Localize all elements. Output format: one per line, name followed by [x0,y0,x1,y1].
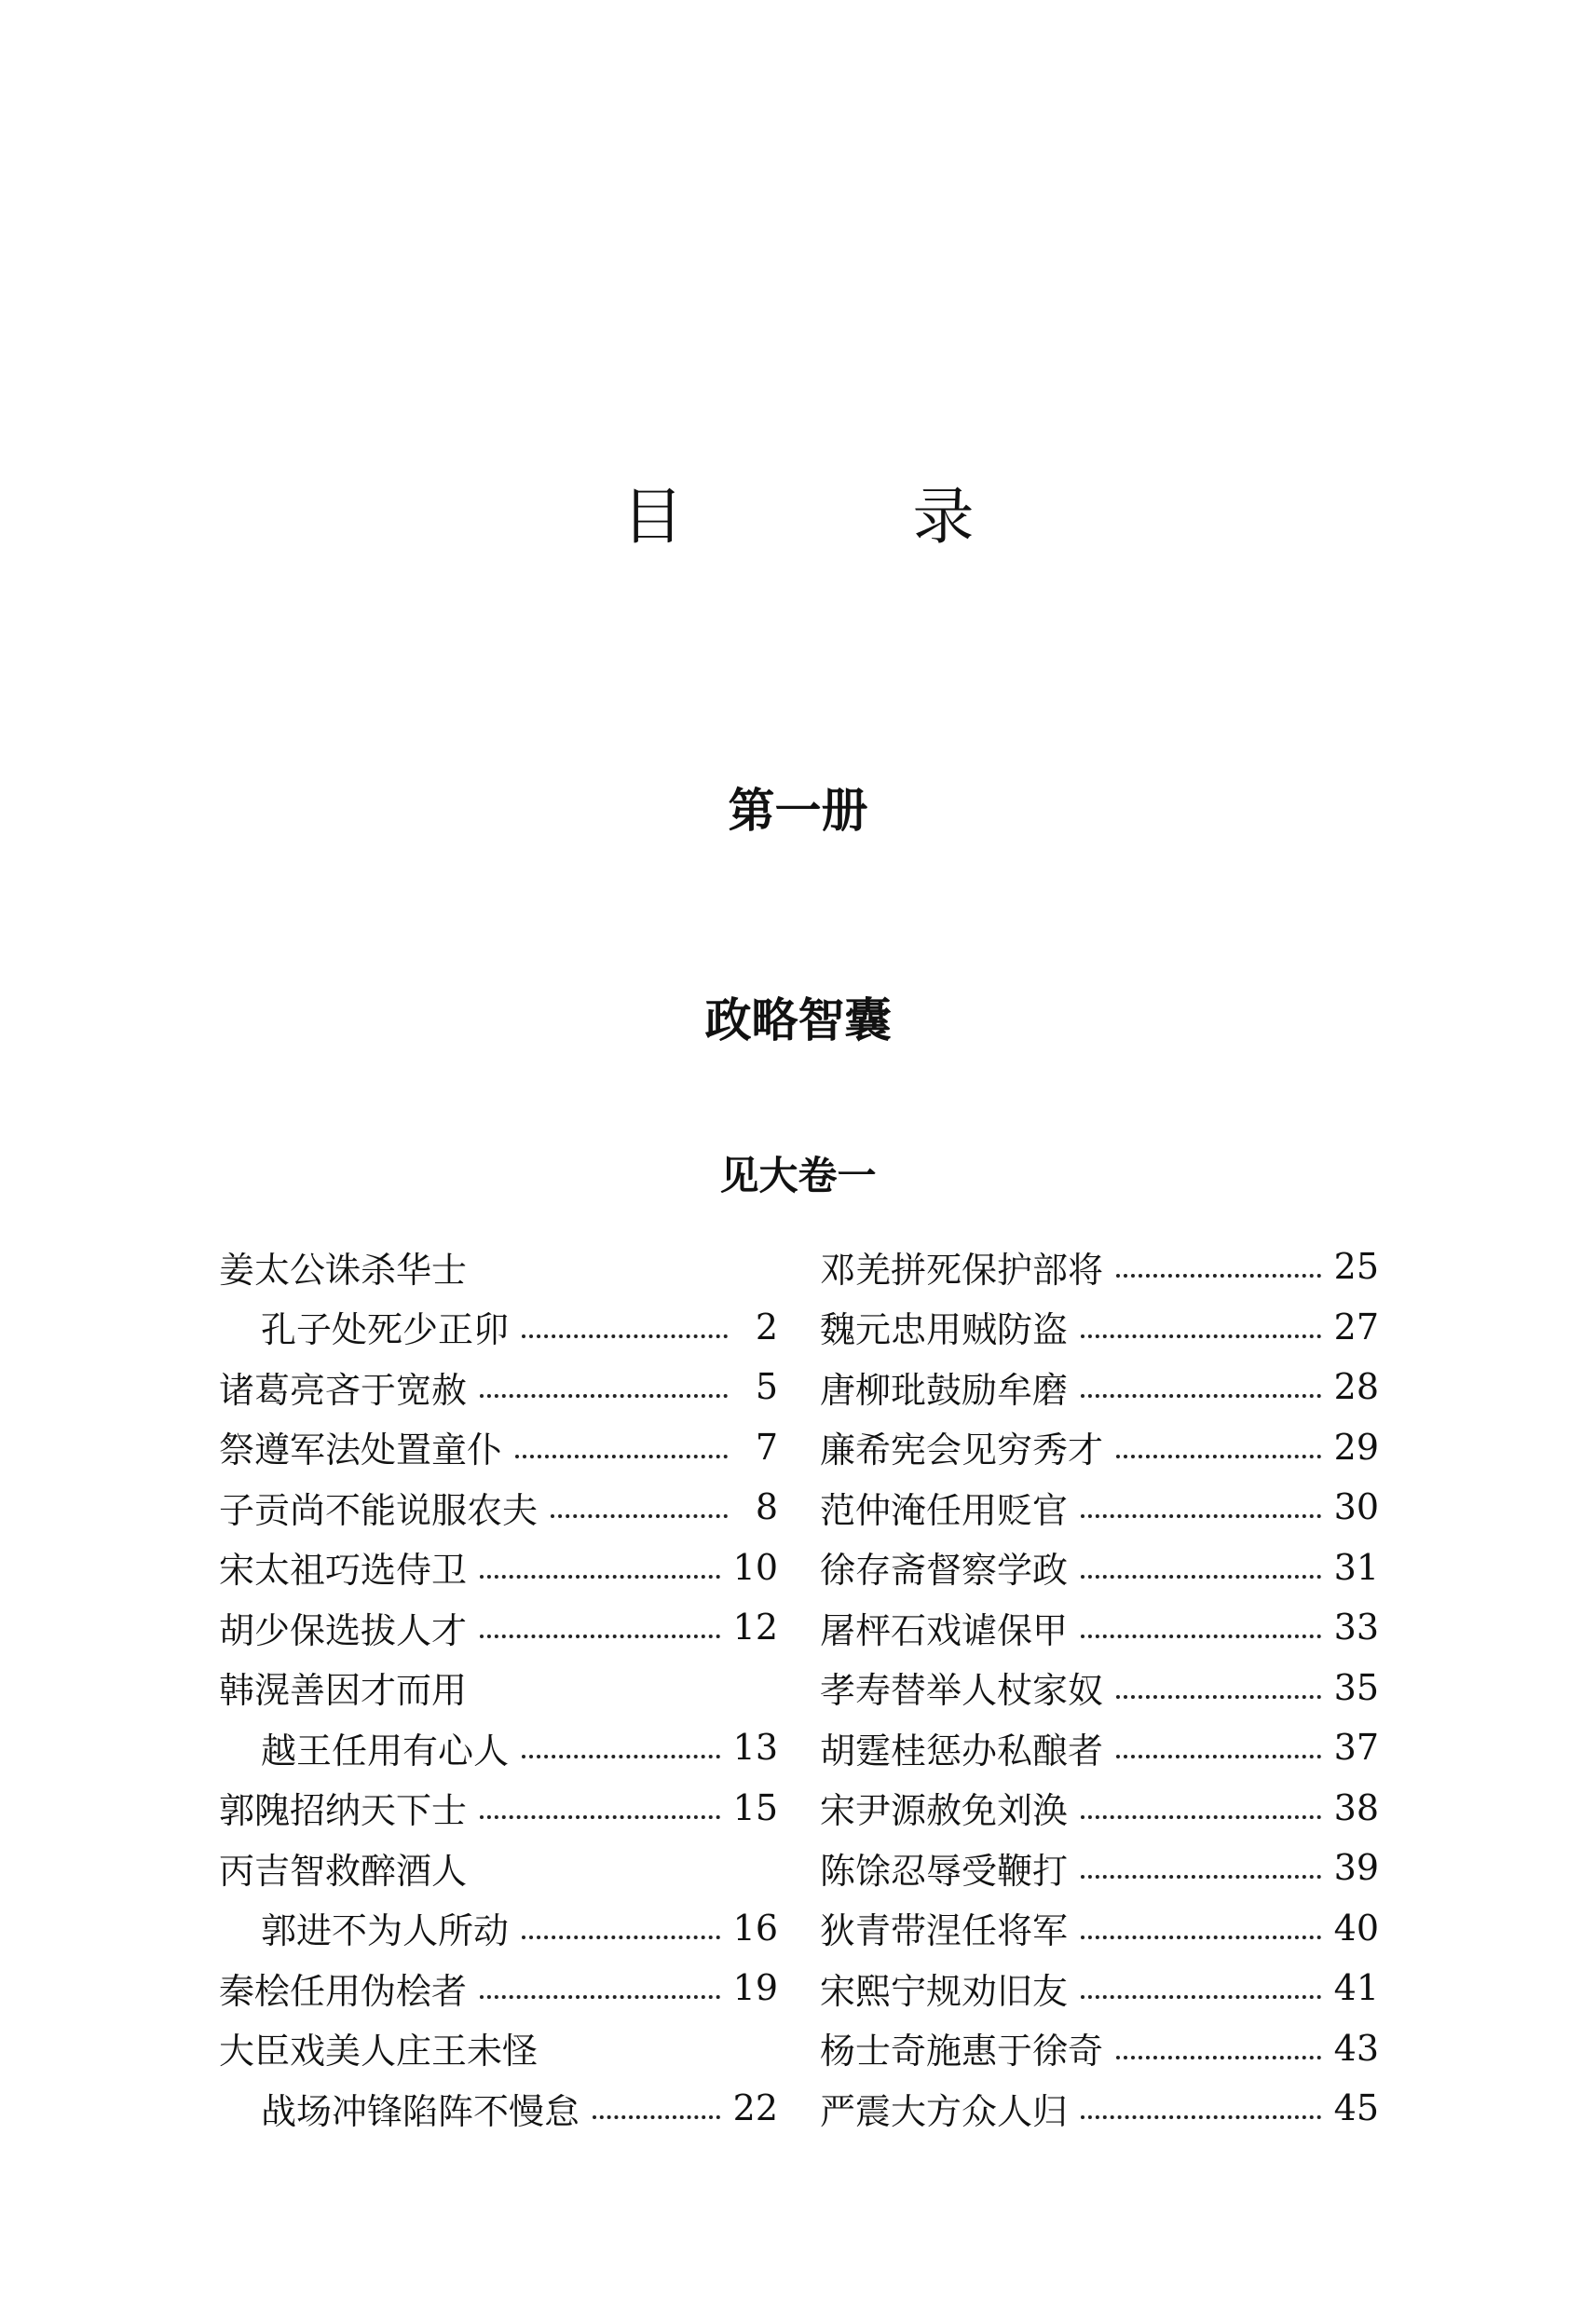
toc-entry-title: 越王任用有心人 [261,1730,510,1772]
toc-entry-title: 祭遵军法处置童仆 [219,1430,503,1471]
toc-entry[interactable] [219,1297,778,1358]
toc-entry-title: 廉希宪会见穷秀才 [820,1430,1104,1471]
toc-entry[interactable] [219,1958,778,2018]
toc-entry-page: 43 [1333,2027,1379,2069]
part-heading: 政略智囊 [704,992,892,1047]
toc-leader-dots [1116,1755,1321,1758]
toc-leader-dots [1081,1995,1321,1999]
toc-entry[interactable] [820,1958,1379,2018]
toc-entry[interactable] [219,2078,778,2139]
toc-leader-dots [480,1394,728,1398]
toc-entry[interactable] [219,1538,778,1598]
toc-entry[interactable] [820,1898,1379,1959]
toc-entry[interactable] [820,1477,1379,1538]
toc-leader-dots [1081,1635,1321,1638]
toc-entry[interactable] [820,1417,1379,1478]
toc-entry-page: 19 [732,1967,778,2009]
toc-entry-title: 郭进不为人所动 [261,1910,510,1952]
toc-entry-title: 宋尹源赦免刘涣 [820,1790,1069,1832]
toc-entry-title: 姜太公诛杀华士 [219,1249,468,1291]
toc-leader-dots [480,1995,720,1999]
toc-leader-dots [1081,1394,1321,1398]
toc-entry[interactable] [820,2078,1379,2139]
toc-entry[interactable] [219,1417,778,1478]
toc-entry-title: 宋太祖巧选侍卫 [219,1550,468,1592]
toc-entry-title: 狄青带涅任将军 [820,1910,1069,1952]
toc-leader-dots [1116,2056,1321,2059]
toc-leader-dots [1081,1334,1321,1338]
toc-entry-title: 诸葛亮吝于宽赦 [219,1369,468,1411]
toc-entry-title: 严震大方众人归 [820,2090,1069,2132]
toc-leader-dots [593,2115,720,2119]
toc-leader-dots [1081,2115,1321,2119]
toc-leader-dots [480,1815,720,1819]
toc-entry[interactable] [820,1237,1379,1297]
toc-leader-dots [551,1514,728,1518]
toc-entry[interactable] [219,1477,778,1538]
toc-entry-page: 22 [732,2087,778,2129]
toc-entry-title: 秦桧任用伪桧者 [219,1970,468,2012]
toc-entry[interactable] [820,1357,1379,1417]
toc-entry-page: 27 [1333,1306,1379,1348]
toc-entry-title: 孝寿替举人杖家奴 [820,1670,1104,1712]
toc-leader-dots [515,1455,728,1458]
toc-entry-page: 12 [732,1607,778,1648]
toc-entry[interactable] [820,2018,1379,2079]
toc-entry-page: 28 [1333,1366,1379,1408]
toc-entry-title: 范仲淹任用贬官 [820,1489,1069,1531]
volume-heading: 第一册 [728,783,868,838]
toc-entry-title: 唐柳玭鼓励牟磨 [820,1369,1069,1411]
toc-entry-title: 胡霆桂惩办私酿者 [820,1730,1104,1772]
toc-entry-title: 宋熙宁规劝旧友 [820,1970,1069,2012]
toc-entry-title: 郭隗招纳天下士 [219,1790,468,1832]
toc-leader-dots [480,1575,720,1579]
toc-entry-page: 30 [1333,1486,1379,1528]
toc-leader-dots [1081,1875,1321,1879]
toc-entry-title: 胡少保选拔人才 [219,1609,468,1651]
toc-entry[interactable] [219,1838,778,1898]
toc-entry[interactable] [219,1717,778,1778]
toc-entry-page: 29 [1333,1426,1379,1468]
toc-entry-page: 39 [1333,1847,1379,1889]
toc-entry-page: 38 [1333,1786,1379,1828]
toc-entry-title: 子贡尚不能说服农夫 [219,1489,539,1531]
toc-entry-page: 16 [732,1907,778,1949]
toc-entry-title: 陈馀忍辱受鞭打 [820,1850,1069,1892]
toc-entry-page: 25 [1333,1246,1379,1288]
toc-entry-page: 41 [1333,1967,1379,2009]
toc-leader-dots [522,1755,720,1758]
toc-entry-title: 邓羌拼死保护部将 [820,1249,1104,1291]
toc-entry-page: 8 [755,1486,778,1528]
toc-entry-page: 45 [1333,2087,1379,2129]
toc-entry-page: 31 [1333,1546,1379,1588]
toc-entry[interactable] [820,1597,1379,1658]
toc-entry[interactable] [219,1658,778,1718]
toc-entry-page: 35 [1333,1666,1379,1708]
toc-entry[interactable] [820,1297,1379,1358]
toc-entry-title: 韩滉善因才而用 [219,1670,468,1712]
toc-leader-dots [1116,1274,1321,1278]
toc-leader-dots [1116,1695,1321,1699]
toc-entry[interactable] [219,2018,778,2079]
toc-leader-dots [1081,1514,1321,1518]
toc-entry-title: 大臣戏美人庄王未怪 [219,2031,539,2073]
page-title: 目 录 [621,481,1058,553]
toc-left-column [219,1237,778,2139]
toc-leader-dots [1081,1575,1321,1579]
toc-entry-page: 15 [732,1786,778,1828]
toc-entry-page: 10 [732,1546,778,1588]
toc-leader-dots [522,1936,720,1939]
toc-entry[interactable] [219,1898,778,1959]
toc-entry-page: 40 [1333,1907,1379,1949]
toc-entry[interactable] [820,1538,1379,1598]
toc-entry[interactable] [820,1778,1379,1839]
toc-entry-title: 孔子处死少正卯 [261,1309,510,1351]
toc-entry[interactable] [219,1237,778,1297]
toc-leader-dots [480,1635,720,1638]
toc-entry[interactable] [219,1597,778,1658]
toc-entry-page: 2 [755,1306,778,1348]
toc-entry-title: 屠枰石戏谑保甲 [820,1609,1069,1651]
toc-entry-title: 丙吉智救醉酒人 [219,1850,468,1892]
chapter-heading: 见大卷一 [719,1153,877,1198]
toc-entry-page: 33 [1333,1607,1379,1648]
toc-entry[interactable] [219,1778,778,1839]
toc-entry-page: 37 [1333,1727,1379,1769]
toc-entry-page: 5 [755,1366,778,1408]
toc-entry-title: 徐存斋督察学政 [820,1550,1069,1592]
toc-right-column [820,1237,1379,2139]
toc-entry-title: 魏元忠用贼防盗 [820,1309,1069,1351]
toc-leader-dots [1081,1936,1321,1939]
toc-entry[interactable] [219,1357,778,1417]
toc-entry[interactable] [820,1838,1379,1898]
toc-entry-page: 13 [732,1727,778,1769]
toc-entry[interactable] [820,1658,1379,1718]
toc-entry[interactable] [820,1717,1379,1778]
toc-entry-page: 7 [755,1426,778,1468]
toc-leader-dots [522,1334,728,1338]
toc-entry-title: 战场冲锋陷阵不慢怠 [261,2090,580,2132]
toc-entry-title: 杨士奇施惠于徐奇 [820,2031,1104,2073]
toc-leader-dots [1081,1815,1321,1819]
toc-leader-dots [1116,1455,1321,1458]
